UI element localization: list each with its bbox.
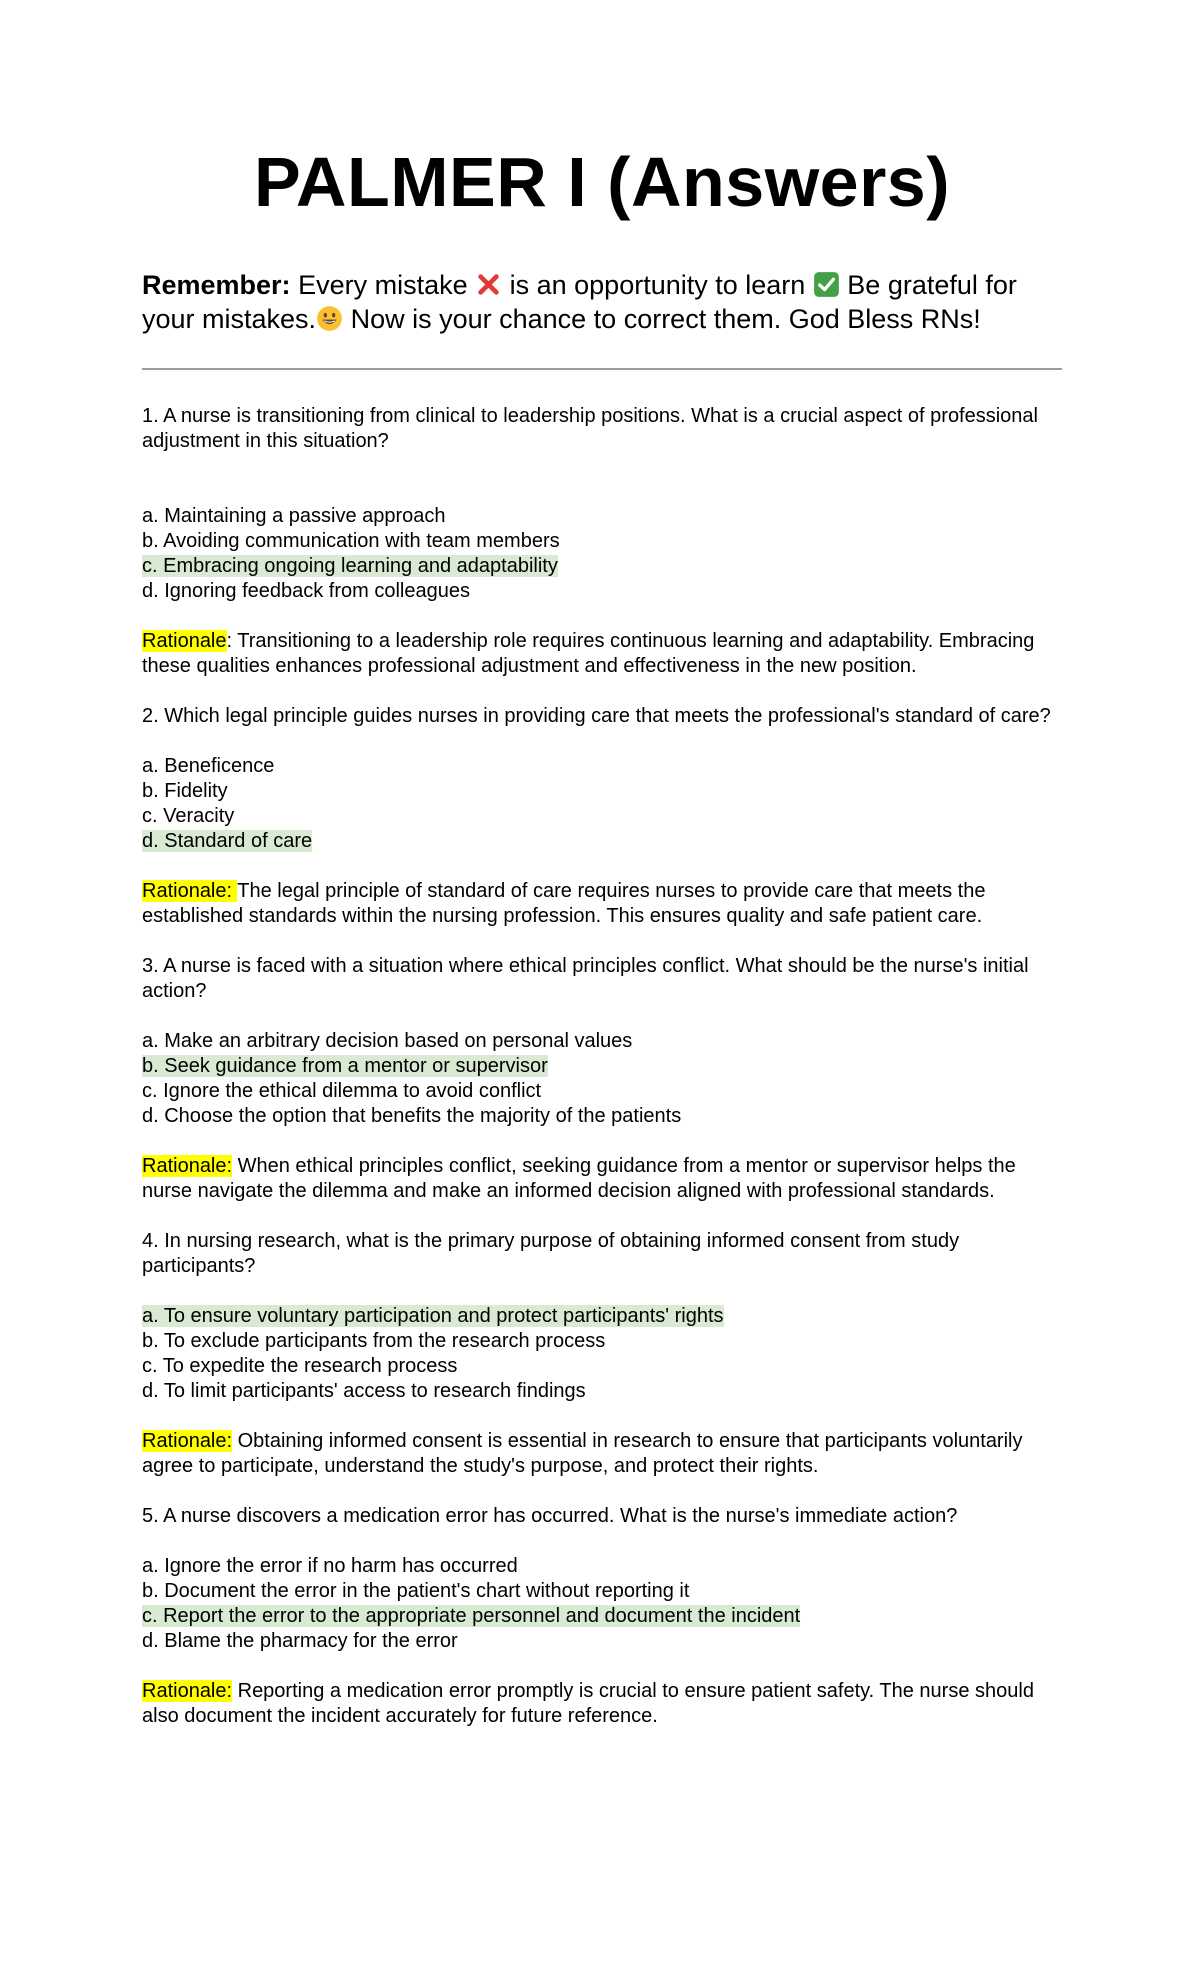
question-1 xyxy=(142,404,1062,679)
rationale xyxy=(142,1679,1062,1729)
question-text: 4. In nursing research, what is the primary purpose of obtaining informed consent from study participants? xyxy=(142,1230,960,1277)
rationale-label: Rationale: xyxy=(142,1155,233,1177)
options-list xyxy=(142,1304,1062,1404)
correct-option: c. Report the error to the appropriate personnel and document the incident xyxy=(142,1605,801,1627)
option: a. Maintaining a passive approach xyxy=(142,505,446,527)
question-3 xyxy=(142,954,1062,1204)
options-list xyxy=(142,1029,1062,1129)
correct-option: b. Seek guidance from a mentor or supervisor xyxy=(142,1055,548,1077)
option: c. Ignore the ethical dilemma to avoid conflict xyxy=(142,1080,542,1102)
check-mark-icon xyxy=(813,271,840,298)
rationale-text: Obtaining informed consent is essential in research to ensure that participants voluntarily agree to participate, understand the study's purpose, and protect their rights. xyxy=(142,1430,1023,1477)
option: a. Beneficence xyxy=(142,755,275,777)
options-list xyxy=(142,754,1062,854)
rationale xyxy=(142,1429,1062,1479)
rationale-label: Rationale xyxy=(142,630,227,652)
correct-option: d. Standard of care xyxy=(142,830,313,852)
rationale-text: Reporting a medication error promptly is crucial to ensure patient safety. The nurse should also document the incident accurately for future reference. xyxy=(142,1680,1034,1727)
document-page xyxy=(142,140,1062,1729)
rationale xyxy=(142,1154,1062,1204)
intro-text-3: Be grateful for your mistakes. xyxy=(142,270,1017,334)
options-list xyxy=(142,504,1062,604)
option: c. Veracity xyxy=(142,805,235,827)
option: b. To exclude participants from the research process xyxy=(142,1330,606,1352)
option: a. Make an arbitrary decision based on personal values xyxy=(142,1030,633,1052)
rationale-label: Rationale: xyxy=(142,1680,233,1702)
rationale-text: The legal principle of standard of care requires nurses to provide care that meets the established standards within the nursing profession. This ensures quality and safe patient care. xyxy=(142,880,986,927)
rationale-label: Rationale: xyxy=(142,1430,233,1452)
question-4 xyxy=(142,1229,1062,1479)
grinning-face-icon xyxy=(316,305,343,332)
correct-option: a. To ensure voluntary participation and protect participants' rights xyxy=(142,1305,724,1327)
intro-text-2: is an opportunity to learn xyxy=(502,270,813,300)
option: b. Avoiding communication with team members xyxy=(142,530,560,552)
question-5 xyxy=(142,1504,1062,1729)
question-text: 2. Which legal principle guides nurses in providing care that meets the professional's standard of care? xyxy=(142,705,1051,727)
page-title: PALMER I (Answers) xyxy=(253,143,951,221)
section-divider xyxy=(142,368,1062,370)
options-list xyxy=(142,1554,1062,1654)
option: d. Ignoring feedback from colleagues xyxy=(142,580,470,602)
intro-paragraph xyxy=(142,268,1062,336)
option: d. Choose the option that benefits the majority of the patients xyxy=(142,1105,682,1127)
intro-text-4: Now is your chance to correct them. God Bless RNs! xyxy=(343,304,981,334)
option: d. To limit participants' access to research findings xyxy=(142,1380,586,1402)
option: b. Document the error in the patient's chart without reporting it xyxy=(142,1580,690,1602)
option: d. Blame the pharmacy for the error xyxy=(142,1630,458,1652)
rationale-label: Rationale: xyxy=(142,880,238,902)
question-text: 1. A nurse is transitioning from clinical to leadership positions. What is a crucial aspect of professional adjustment in this situation? xyxy=(142,405,1038,452)
intro-lead: Remember: xyxy=(142,270,291,300)
rationale-text: When ethical principles conflict, seeking guidance from a mentor or supervisor helps the nurse navigate the dilemma and make an informed decision aligned with professional standards. xyxy=(142,1155,1016,1202)
option: c. To expedite the research process xyxy=(142,1355,458,1377)
question-text: 3. A nurse is faced with a situation where ethical principles conflict. What should be the nurse's initial action? xyxy=(142,955,1029,1002)
rationale xyxy=(142,879,1062,929)
rationale-text: : Transitioning to a leadership role requires continuous learning and adaptability. Embracing these qualities enhances professional adjustment and effectiveness in the new position. xyxy=(142,630,1035,677)
intro-text-1: Every mistake xyxy=(290,270,476,300)
question-2 xyxy=(142,704,1062,929)
option: b. Fidelity xyxy=(142,780,228,802)
question-text: 5. A nurse discovers a medication error has occurred. What is the nurse's immediate action? xyxy=(142,1505,958,1527)
correct-option: c. Embracing ongoing learning and adaptability xyxy=(142,555,558,577)
rationale xyxy=(142,629,1062,679)
option: a. Ignore the error if no harm has occurred xyxy=(142,1555,518,1577)
cross-mark-icon xyxy=(475,271,502,298)
questions-list xyxy=(142,404,1062,1729)
